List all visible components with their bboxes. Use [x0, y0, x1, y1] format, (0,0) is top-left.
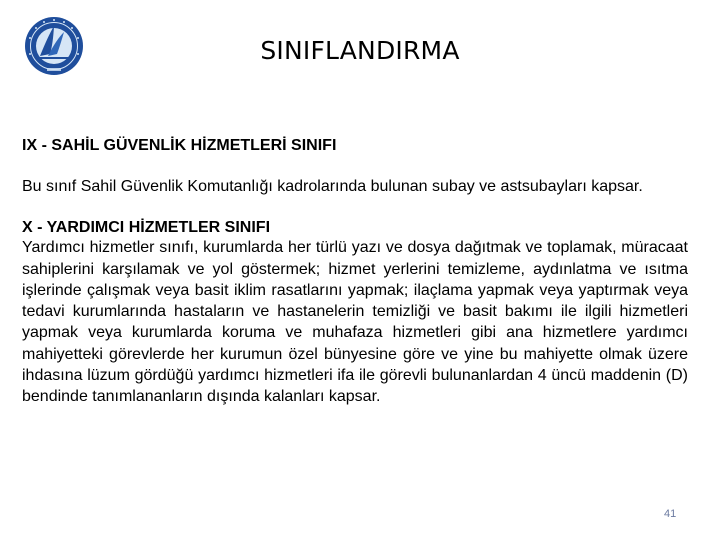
section-body-yardimci-hizmetler: Yardımcı hizmetler sınıfı, kurumlarda her türlü yazı ve dosya dağıtmak ve toplamak, müracaat sahiplerini karşılamak ve yol göstermek; hizmet yerlerini temizleme, aydınlatma ve ısıtma işlerinde çalışmak veya basit iklim rasatlarını yapmak; ilaçlama yapmak veya yaptırmak veya tedavi kurumlarında hastaların ve hastanelerin temizliği ve basit bakımı ile ilgili hizmetleri yapmak veya kurumlarda koruma ve muhafaza hizmetleri gibi ana hizmetlere yardımcı mahiyetteki görevlerde her kurumun özel bünyesine göre ve yine bu mahiyette olmak üzere ihdasına lüzum gördüğü yardımcı hizmetleri ifa ile görevli bulunanlardan 4 üncü maddenin (D) bendinde tanımlananların dışında kalanları kapsar.: [22, 239, 688, 406]
page-number: 41: [664, 508, 677, 520]
slide-content: [22, 136, 688, 407]
section-heading-sahil-guvenlik: IX - SAHİL GÜVENLİK HİZMETLERİ SINIFI: [22, 137, 337, 154]
section-heading-yardimci-hizmetler: X - YARDIMCI HİZMETLER SINIFI: [22, 218, 271, 236]
section-body-sahil-guvenlik: Bu sınıf Sahil Güvenlik Komutanlığı kadrolarında bulunan subay ve astsubayları kapsar.: [22, 177, 643, 195]
page-title: SINIFLANDIRMA: [260, 36, 460, 65]
